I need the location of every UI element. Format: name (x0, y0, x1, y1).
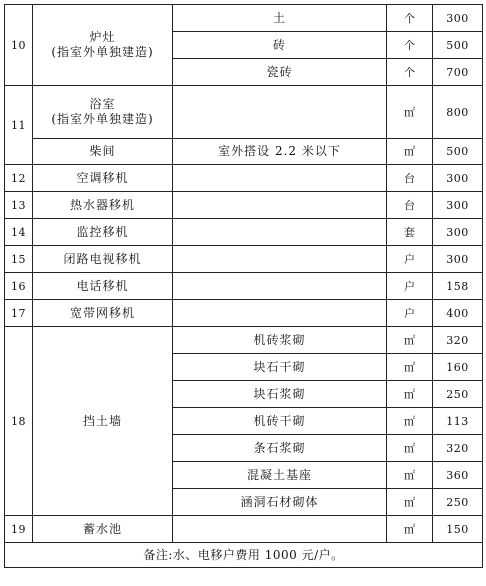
item-name: 闭路电视移机 (33, 246, 173, 273)
row-number: 15 (5, 246, 33, 273)
item-spec: 瓷砖 (173, 59, 387, 86)
item-price: 300 (433, 165, 483, 192)
row-number: 19 (5, 516, 33, 543)
item-unit: 个 (387, 59, 433, 86)
item-name: 空调移机 (33, 165, 173, 192)
item-spec (173, 165, 387, 192)
table-row (5, 219, 483, 246)
item-name: 炉灶 (指室外单独建造) (33, 5, 173, 86)
item-unit: ㎡ (387, 327, 433, 354)
item-unit: ㎡ (387, 462, 433, 489)
item-price: 400 (433, 300, 483, 327)
row-number: 14 (5, 219, 33, 246)
table-row (5, 300, 483, 327)
item-price: 113 (433, 408, 483, 435)
table-note: 备注:水、电移户费用 1000 元/户。 (5, 543, 483, 568)
item-unit: 台 (387, 192, 433, 219)
item-spec: 机砖干砌 (173, 408, 387, 435)
item-name: 挡土墙 (33, 327, 173, 516)
item-price: 300 (433, 192, 483, 219)
item-unit: 户 (387, 300, 433, 327)
item-price: 320 (433, 327, 483, 354)
item-spec (173, 86, 387, 139)
item-price: 700 (433, 59, 483, 86)
item-unit: 台 (387, 165, 433, 192)
item-name: 柴间 (33, 139, 173, 165)
item-spec: 砖 (173, 32, 387, 59)
item-unit: 个 (387, 32, 433, 59)
item-unit: 户 (387, 246, 433, 273)
item-price: 300 (433, 246, 483, 273)
row-number: 18 (5, 327, 33, 516)
item-price: 300 (433, 219, 483, 246)
table-row (5, 5, 483, 32)
compensation-table (4, 4, 483, 568)
item-price: 500 (433, 32, 483, 59)
item-spec (173, 192, 387, 219)
item-spec: 块石浆砌 (173, 381, 387, 408)
table-row (5, 516, 483, 543)
table-row (5, 192, 483, 219)
item-spec: 机砖浆砌 (173, 327, 387, 354)
item-unit: ㎡ (387, 381, 433, 408)
item-spec: 涵洞石材砌体 (173, 489, 387, 516)
row-number: 17 (5, 300, 33, 327)
row-number: 13 (5, 192, 33, 219)
item-spec (173, 300, 387, 327)
item-name: 电话移机 (33, 273, 173, 300)
row-number: 16 (5, 273, 33, 300)
table-row (5, 139, 483, 165)
item-price: 158 (433, 273, 483, 300)
item-unit: 户 (387, 273, 433, 300)
item-price: 160 (433, 354, 483, 381)
item-price: 360 (433, 462, 483, 489)
table-row (5, 246, 483, 273)
item-unit: ㎡ (387, 489, 433, 516)
item-spec: 条石浆砌 (173, 435, 387, 462)
row-number: 10 (5, 5, 33, 86)
item-price: 150 (433, 516, 483, 543)
item-unit: ㎡ (387, 408, 433, 435)
item-unit: ㎡ (387, 435, 433, 462)
item-price: 250 (433, 489, 483, 516)
item-spec (173, 246, 387, 273)
item-name: 监控移机 (33, 219, 173, 246)
table-row (5, 86, 483, 139)
item-spec (173, 516, 387, 543)
item-price: 250 (433, 381, 483, 408)
item-unit: 套 (387, 219, 433, 246)
item-unit: ㎡ (387, 139, 433, 165)
table-row (5, 165, 483, 192)
item-unit: ㎡ (387, 354, 433, 381)
note-row (5, 543, 483, 568)
item-spec: 混凝土基座 (173, 462, 387, 489)
item-spec (173, 219, 387, 246)
item-name: 蓄水池 (33, 516, 173, 543)
item-price: 300 (433, 5, 483, 32)
item-name: 宽带网移机 (33, 300, 173, 327)
item-price: 800 (433, 86, 483, 139)
item-name: 浴室 (指室外单独建造) (33, 86, 173, 139)
item-unit: ㎡ (387, 86, 433, 139)
item-unit: 个 (387, 5, 433, 32)
row-number: 12 (5, 165, 33, 192)
item-spec: 室外搭设 2.2 米以下 (173, 139, 387, 165)
item-spec: 块石干砌 (173, 354, 387, 381)
row-number: 11 (5, 86, 33, 165)
item-unit: ㎡ (387, 516, 433, 543)
item-price: 500 (433, 139, 483, 165)
item-name: 热水器移机 (33, 192, 173, 219)
table-row (5, 327, 483, 354)
item-price: 320 (433, 435, 483, 462)
item-spec: 土 (173, 5, 387, 32)
table-row (5, 273, 483, 300)
item-spec (173, 273, 387, 300)
